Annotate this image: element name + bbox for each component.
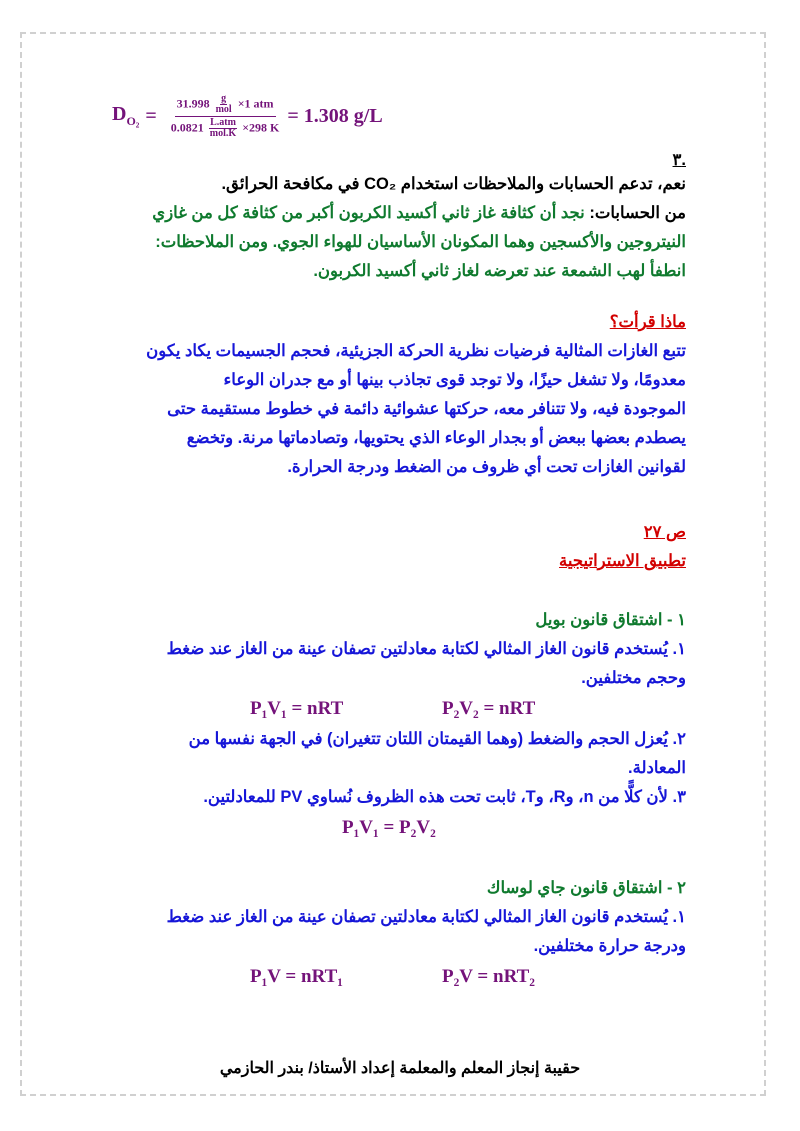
gay-lussac-eq-right: P₂V = nRT₂ <box>442 966 535 987</box>
page-footer: حقيبة إنجاز المعلم والمعلمة إعداد الأستاذ/ بندر الحازمي <box>219 1060 581 1077</box>
boyle-step-1-cont: وحجم مختلفين. <box>581 669 686 687</box>
q3-line: النيتروجين والأكسجين وهما المكونان الأساسيان للهواء الجوي. ومن الملاحظات: <box>155 233 686 251</box>
gay-lussac-eq-left: P₁V = nRT₁ <box>250 966 343 987</box>
boyle-final-equation: P₁V₁ = P₂V₂ <box>342 817 436 838</box>
reading-line: لقوانين الغازات تحت أي ظروف من الضغط ودرجة الحرارة. <box>287 458 686 476</box>
boyle-step-2: ٢. يُعزل الحجم والضغط (وهما القيمتان اللتان تتغيران) في الجهة نفسها من <box>188 730 686 748</box>
document-content <box>112 92 686 1092</box>
q3-observation-line: انطفأ لهب الشمعة عند تعرضه لغاز ثاني أكسيد الكربون. <box>313 262 686 280</box>
reading-line: الموجودة فيه، ولا تتنافر معه، حركتها عشوائية دائمة في خطوط مستقيمة حتى <box>167 400 686 418</box>
density-formula: $D_{O_2}$ = 31.998 g mol ×1 atm 0.0821 L.atm mol.K ×298 K = 1.308 g/L <box>112 92 383 139</box>
gay-lussac-step-1-cont: ودرجة حرارة مختلفين. <box>533 937 686 955</box>
reading-line: تتبع الغازات المثالية فرضيات نظرية الحركة الجزيئية، فحجم الجسيمات يكاد يكون <box>146 342 686 360</box>
boyle-equations <box>112 693 686 725</box>
q3-answer-line: نعم، تدعم الحسابات والملاحظات استخدام CO₂ في مكافحة الحرائق. <box>221 175 686 193</box>
q3-calculation-line: من الحسابات: نجد أن كثافة غاز ثاني أكسيد الكربون أكبر من كثافة كل من غازي <box>152 204 686 222</box>
gay-lussac-heading: ٢ - اشتقاق قانون جاي لوساك <box>486 879 686 897</box>
boyle-heading: ١ - اشتقاق قانون بويل <box>535 611 686 629</box>
question-number: .٣ <box>672 151 686 169</box>
strategy-title: تطبيق الاستراتيجية <box>559 552 686 570</box>
formula-fraction: 31.998 g mol ×1 atm 0.0821 L.atm mol.K ×298 K <box>170 92 280 139</box>
boyle-eq-right: P₂V₂ = nRT <box>442 698 536 719</box>
boyle-step-3: ٣. لأن كلًّا من n، وR، وT، ثابت تحت هذه الظروف نُساوي PV للمعادلتين. <box>203 788 686 806</box>
boyle-eq-left: P₁V₁ = nRT <box>250 698 344 719</box>
gay-lussac-step-1: ١. يُستخدم قانون الغاز المثالي لكتابة معادلتين تصفان عينة من الغاز عند ضغط <box>166 908 686 926</box>
reading-line: يصطدم بعضها ببعض أو بجدار الوعاء الذي يحتويها، وتصادماتها مرنة. وتخضع <box>186 429 686 447</box>
page-reference: ص ٢٧ <box>643 523 686 541</box>
reading-line: معدومًا، ولا تشغل حيزًا، ولا توجد قوى تجاذب بينها أو مع جدران الوعاء <box>223 371 686 389</box>
gay-lussac-equations <box>112 961 686 993</box>
reading-title: ماذا قرأت؟ <box>609 313 686 331</box>
boyle-step-1: ١. يُستخدم قانون الغاز المثالي لكتابة معادلتين تصفان عينة من الغاز عند ضغط <box>166 640 686 658</box>
formula-result: = 1.308 g/L <box>287 104 383 127</box>
boyle-step-2-cont: المعادلة. <box>628 759 686 777</box>
formula-lhs: $D_{O_2}$ <box>112 103 140 128</box>
